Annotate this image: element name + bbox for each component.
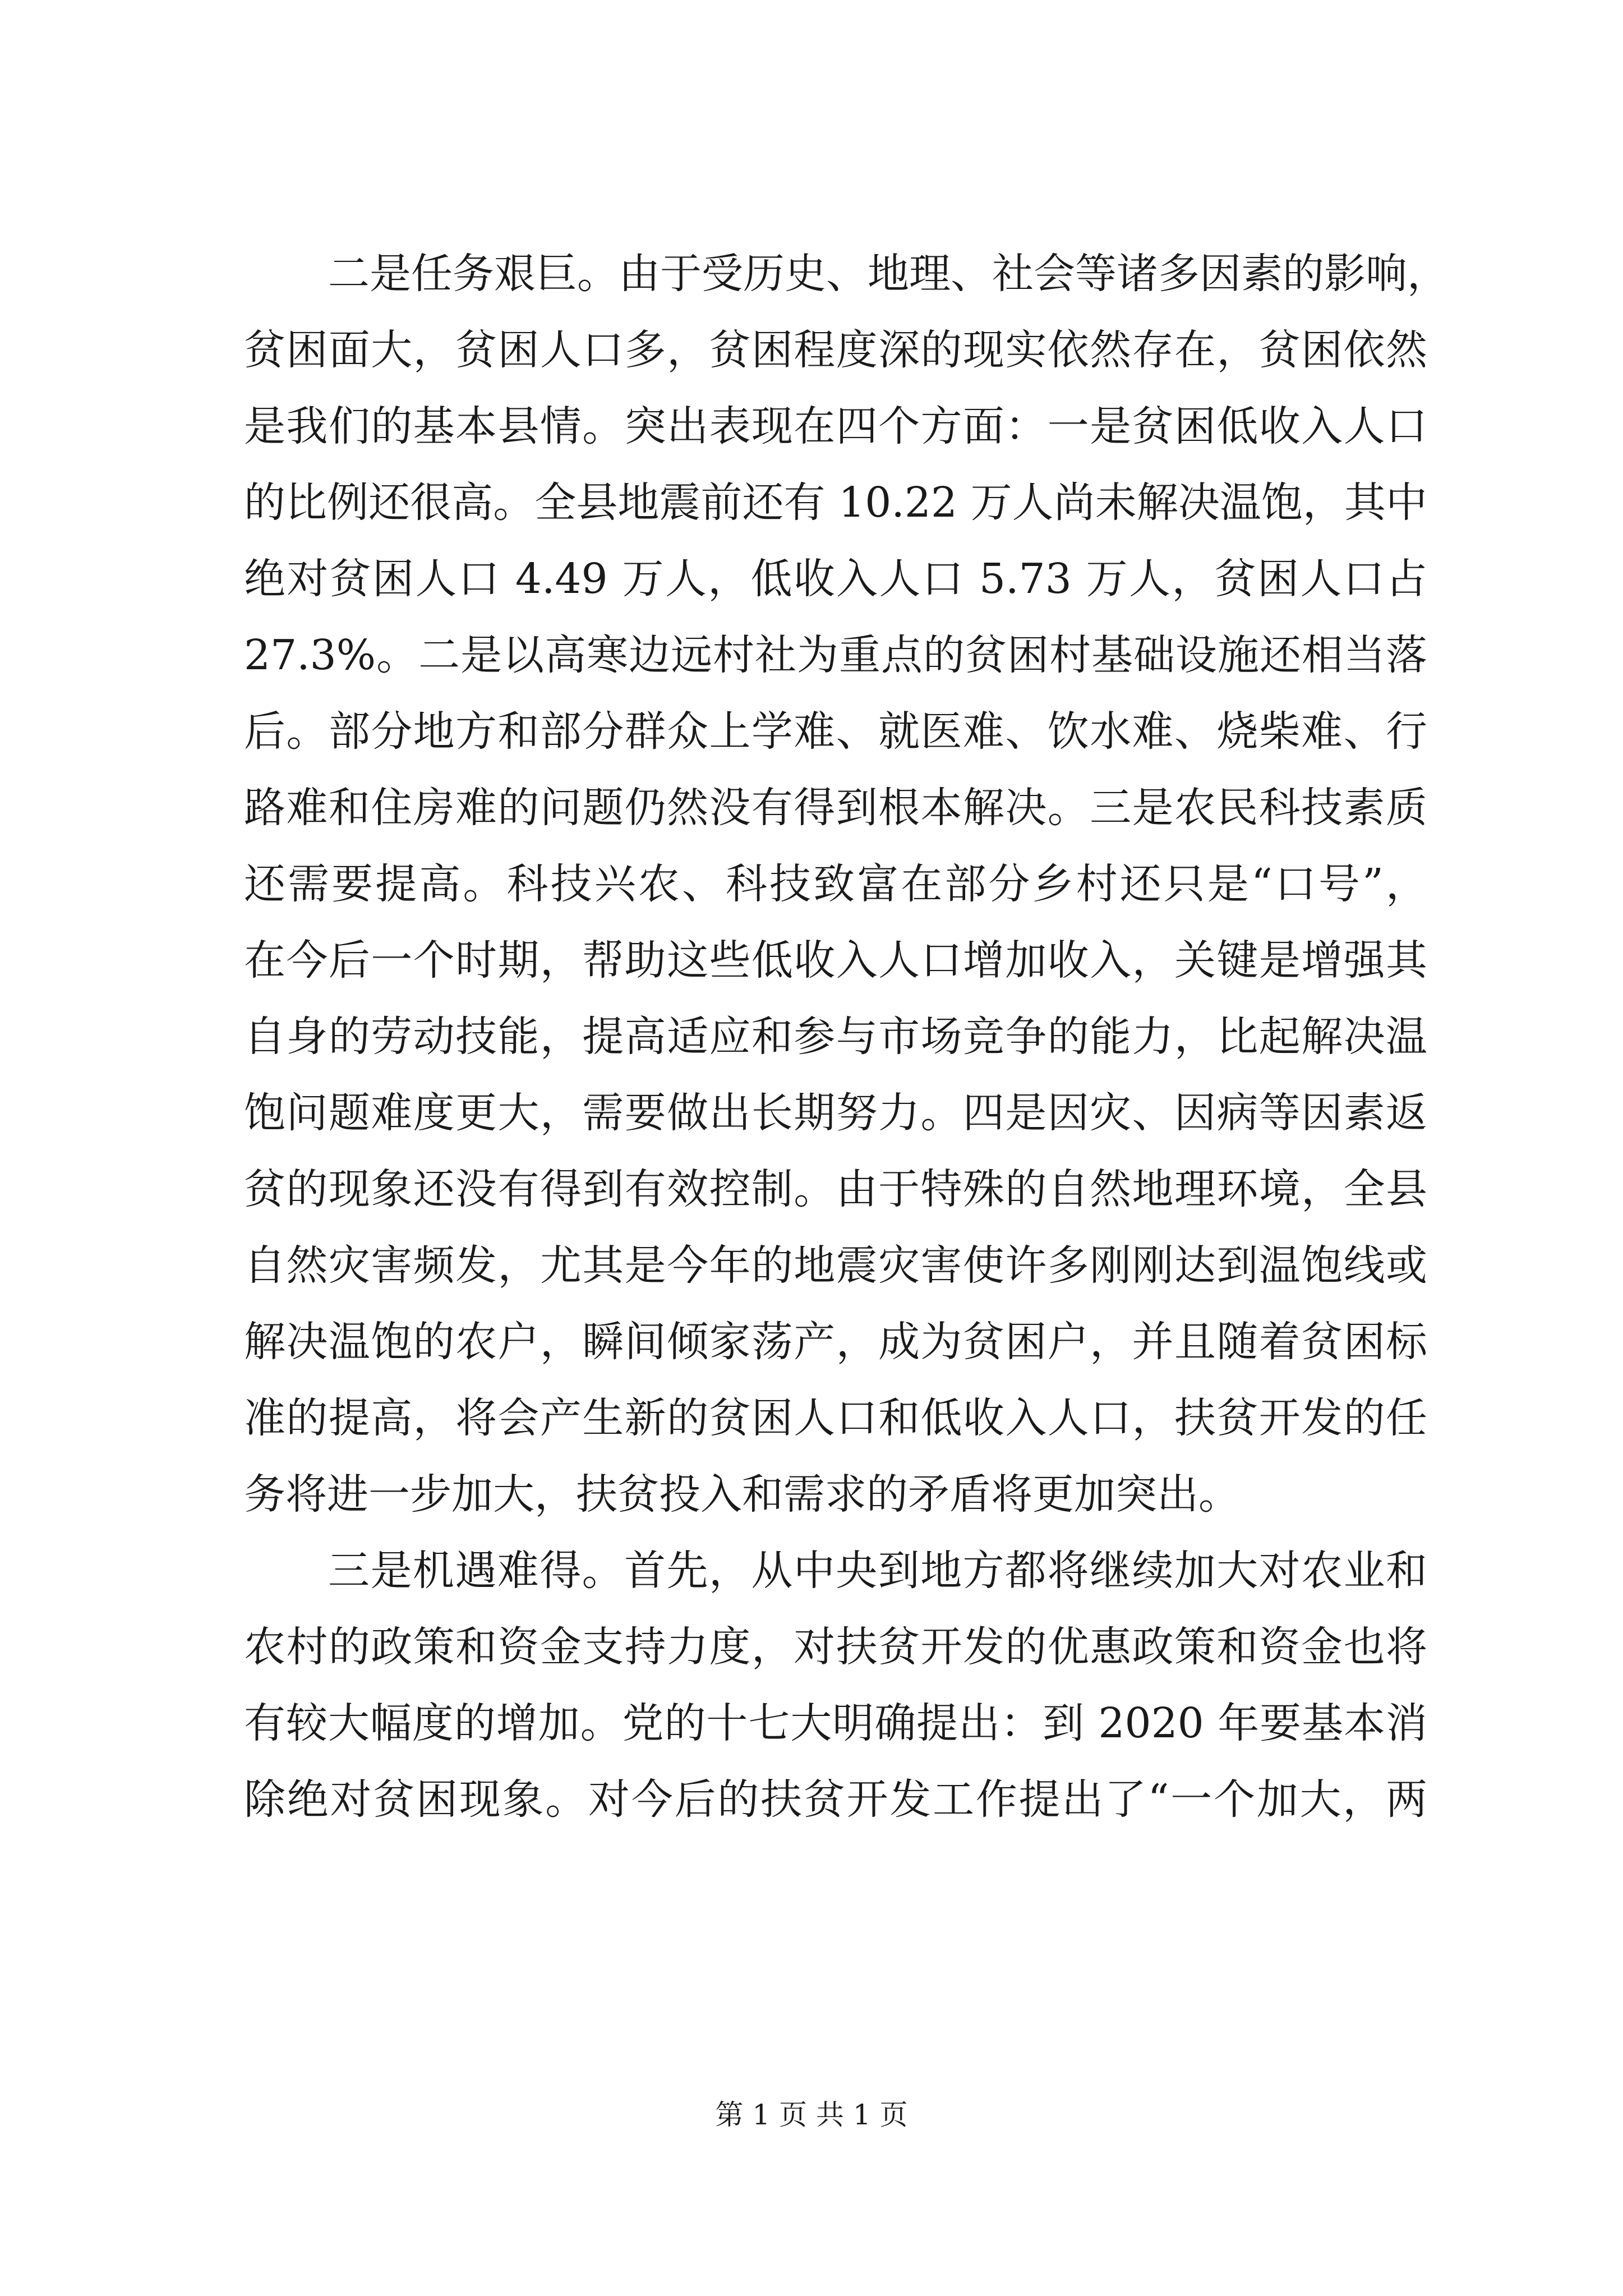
paragraph-line: 还需要提高。科技兴农、科技致富在部分乡村还只是“口号”， [244, 860, 1427, 908]
paragraph-line: 的比例还很高。全县地震前还有 10.22 万人尚未解决温饱，其中 [244, 478, 1427, 527]
paragraph-line: 务将进一步加大，扶贫投入和需求的矛盾将更加突出。 [244, 1470, 1240, 1519]
paragraph-line: 三是机遇难得。首先，从中央到地方都将继续加大对农业和 [328, 1547, 1427, 1595]
paragraph-line: 除绝对贫困现象。对今后的扶贫开发工作提出了“一个加大，两 [244, 1775, 1427, 1824]
paragraph-line: 解决温饱的农户，瞬间倾家荡产，成为贫困户，并且随着贫困标 [244, 1318, 1427, 1366]
paragraph-line: 是我们的基本县情。突出表现在四个方面：一是贫困低收入人口 [244, 402, 1427, 450]
paragraph-line: 准的提高，将会产生新的贫困人口和低收入人口，扶贫开发的任 [244, 1394, 1427, 1442]
paragraph-line: 在今后一个时期，帮助这些低收入人口增加收入，关键是增强其 [244, 936, 1427, 984]
paragraph-line: 绝对贫困人口 4.49 万人，低收入人口 5.73 万人，贫困人口占 [244, 555, 1427, 603]
paragraph-line: 贫困面大，贫困人口多，贫困程度深的现实依然存在，贫困依然 [244, 326, 1427, 374]
page-number-footer: 第 1 页 共 1 页 [715, 2099, 908, 2131]
paragraph-line: 贫的现象还没有得到有效控制。由于特殊的自然地理环境，全县 [244, 1165, 1427, 1213]
paragraph-line: 后。部分地方和部分群众上学难、就医难、饮水难、烧柴难、行 [244, 707, 1427, 756]
paragraph-line: 农村的政策和资金支持力度，对扶贫开发的优惠政策和资金也将 [244, 1623, 1427, 1671]
paragraph-line: 自然灾害频发，尤其是今年的地震灾害使许多刚刚达到温饱线或 [244, 1241, 1427, 1290]
paragraph-line: 二是任务艰巨。由于受历史、地理、社会等诸多因素的影响， [328, 250, 1449, 298]
paragraph-line: 有较大幅度的增加。党的十七大明确提出：到 2020 年要基本消 [244, 1699, 1427, 1747]
paragraph-line: 自身的劳动技能，提高适应和参与市场竞争的能力，比起解决温 [244, 1013, 1427, 1061]
paragraph-line: 路难和住房难的问题仍然没有得到根本解决。三是农民科技素质 [244, 784, 1427, 832]
document-body [244, 236, 1449, 1838]
paragraph-line: 饱问题难度更大，需要做出长期努力。四是因灾、因病等因素返 [244, 1089, 1427, 1137]
paragraph-line: 27.3%。二是以高寒边远村社为重点的贫困村基础设施还相当落 [244, 631, 1427, 679]
